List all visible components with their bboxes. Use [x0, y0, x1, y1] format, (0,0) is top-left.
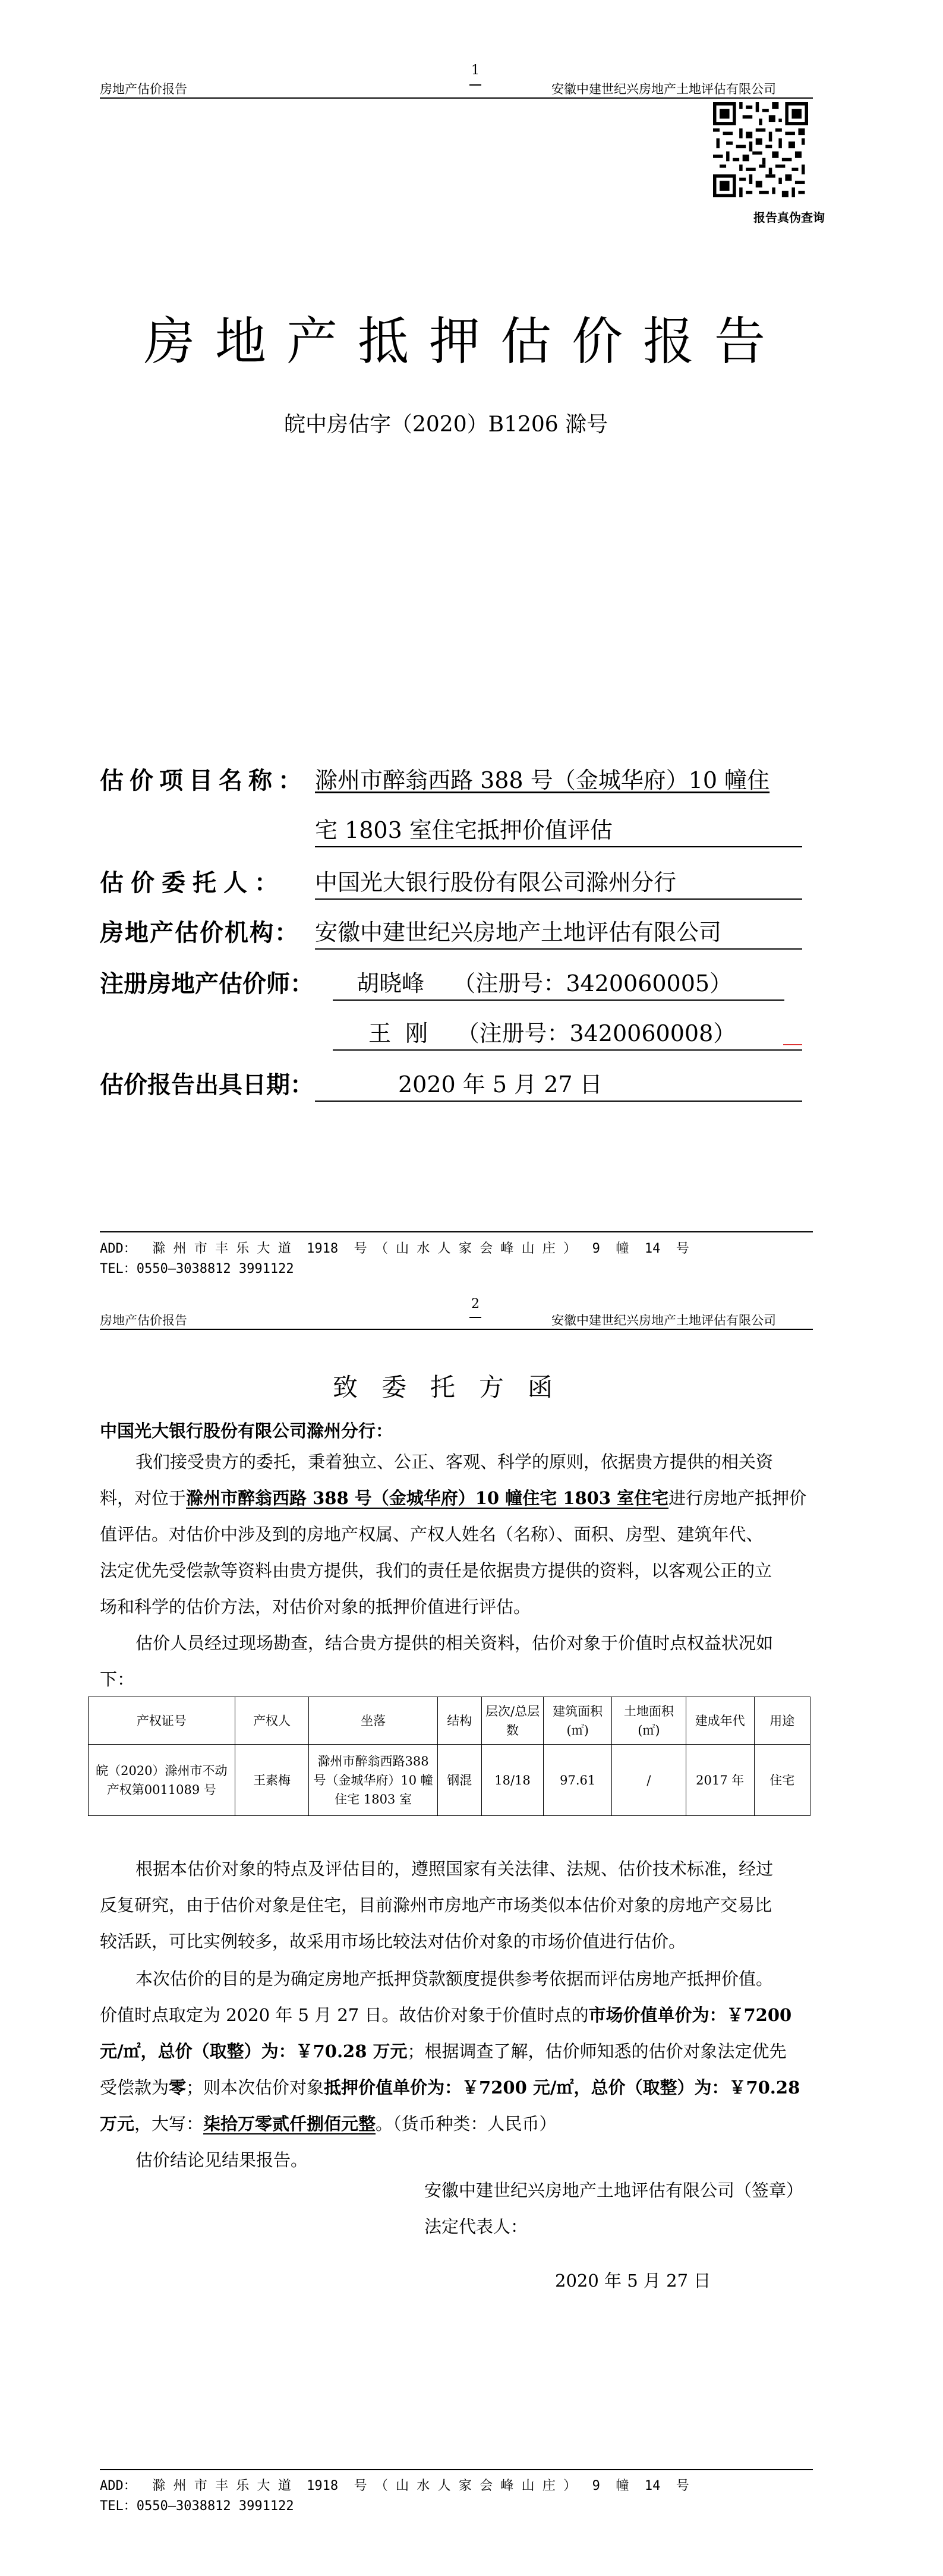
header-left: 房地产估价报告 — [100, 82, 187, 96]
p2-line: 下： — [100, 1669, 135, 1689]
client-value: 中国光大银行股份有限公司滁州分行 — [315, 864, 802, 900]
table-header-cell: 用途 — [754, 1697, 810, 1745]
signature-date: 2020 年 5 月 27 日 — [555, 2271, 711, 2291]
p4-text: ；根据调查了解，估价师知悉的估价对象法定优先 — [407, 2041, 787, 2061]
underline-mark — [783, 1044, 802, 1045]
table-header-cell: 结构 — [437, 1697, 481, 1745]
footer-address: ADD： 滁 州 市 丰 乐 大 道 1918 号 （ 山 水 人 家 会 峰 山 庄 ） 9 幢 14 号 — [100, 1241, 689, 1256]
footer-rule — [100, 1231, 813, 1232]
p3-line: 反复研究，由于估价对象是住宅，目前滁州市房地产市场类似本估价对象的房地产交易比 — [100, 1895, 772, 1915]
report-date-label: 估价报告出具日期： — [100, 1071, 314, 1099]
p1-text: 进行房地产抵押价 — [668, 1488, 807, 1508]
signature-company: 安徽中建世纪兴房地产土地评估有限公司（签章） — [424, 2180, 804, 2200]
table-cell: 2017 年 — [686, 1745, 754, 1816]
header-right: 安徽中建世纪兴房地产土地评估有限公司 — [551, 1313, 776, 1328]
p1-line: 场和科学的估价方法，对估价对象的抵押价值进行评估。 — [100, 1597, 531, 1617]
table-row — [89, 1745, 810, 1816]
mortgage-value-unit: 万元 — [100, 2114, 135, 2134]
appraiser-1: 胡晓峰 （注册号：3420060005） — [333, 965, 784, 1001]
footer-tel: TEL：0550—3038812 3991122 — [100, 1262, 294, 1276]
appraiser-label: 注册房地产估价师： — [100, 970, 314, 998]
property-table — [88, 1697, 810, 1816]
market-total-price: 元/㎡，总价（取整）为：￥70.28 万元 — [100, 2041, 408, 2061]
client-label: 估价委托人： — [100, 869, 285, 897]
table-cell: 王素梅 — [235, 1745, 309, 1816]
report-date-value: 2020 年 5 月 27 日 — [315, 1066, 802, 1102]
p4-line — [100, 2070, 831, 2106]
table-cell: / — [612, 1745, 686, 1816]
p1-line: 法定优先受偿款等资料由贵方提供，我们的责任是依据贵方提供的资料，以客观公正的立 — [100, 1560, 772, 1581]
table-cell: 钢混 — [437, 1745, 481, 1816]
appraiser-2: 王 刚 （注册号：3420060008） — [333, 1015, 802, 1051]
paragraph-1 — [100, 1444, 831, 1625]
table-header-row — [89, 1697, 810, 1745]
table-header-cell: 产权人 — [235, 1697, 309, 1745]
header-rule — [100, 1329, 813, 1330]
p3-line: 根据本估价对象的特点及评估目的，遵照国家有关法律、法规、估价技术标准，经过 — [135, 1859, 774, 1879]
page-number-underline — [469, 1317, 481, 1318]
p1-text: 料，对位于 — [100, 1488, 187, 1508]
header-right: 安徽中建世纪兴房地产土地评估有限公司 — [551, 82, 776, 96]
p3-line: 较活跃，可比实例较多，故采用市场比较法对估价对象的市场价值进行估价。 — [100, 1931, 686, 1951]
table-header-cell: 层次/总层数 — [481, 1697, 544, 1745]
table-header-cell: 坐落 — [309, 1697, 437, 1745]
footer-address: ADD： 滁 州 市 丰 乐 大 道 1918 号 （ 山 水 人 家 会 峰 山 庄 ） 9 幢 14 号 — [100, 2479, 689, 2493]
project-name-value-line2: 宅 1803 室住宅抵押价值评估 — [315, 812, 802, 847]
table-cell: 滁州市醉翁西路388 号（金城华府）10 幢住宅 1803 室 — [309, 1745, 437, 1816]
header-left: 房地产估价报告 — [100, 1313, 187, 1328]
project-name-label: 估价项目名称： — [100, 767, 308, 794]
page-number: 1 — [471, 63, 480, 78]
property-address: 滁州市醉翁西路 388 号（金城华府）10 幢住宅 1803 室住宅 — [186, 1488, 669, 1508]
project-name-value-line1: 滁州市醉翁西路 388 号（金城华府）10 幢住 — [315, 767, 770, 793]
p4-line — [100, 2106, 831, 2142]
p4-text: ；则本次估价对象 — [186, 2077, 324, 2098]
agency-value: 安徽中建世纪兴房地产土地评估有限公司 — [315, 914, 802, 950]
priority-claim: 零 — [169, 2077, 187, 2098]
header-rule — [100, 97, 813, 99]
section-title: 致委托方函 — [333, 1373, 577, 1402]
paragraph-3 — [100, 1851, 831, 1960]
report-title: 房地产抵押估价报告 — [144, 312, 786, 371]
signature-representative: 法定代表人： — [424, 2216, 528, 2237]
table-header-cell: 建成年代 — [686, 1697, 754, 1745]
page-number: 2 — [471, 1297, 480, 1311]
footer-tel: TEL：0550—3038812 3991122 — [100, 2499, 294, 2514]
p5-line: 估价结论见结果报告。 — [135, 2150, 308, 2170]
p4-text: 。（货币种类：人民币） — [376, 2114, 557, 2134]
footer-rule — [100, 2469, 813, 2470]
table-header-cell: 土地面积(㎡) — [612, 1697, 686, 1745]
p4-line — [100, 2033, 831, 2070]
page-number-underline — [469, 84, 481, 86]
qr-caption: 报告真伪查询 — [753, 210, 825, 225]
market-unit-price: 市场价值单价为：￥7200 — [588, 2005, 792, 2025]
table-header-cell: 产权证号 — [89, 1697, 235, 1745]
mortgage-value: 抵押价值单价为：￥7200 元/㎡，总价（取整）为：￥70.28 — [324, 2077, 800, 2098]
p4-text: ，大写： — [134, 2114, 204, 2134]
p4-line — [100, 1997, 831, 2033]
p2-line: 估价人员经过现场勘查，结合贵方提供的相关资料，估价对象于价值时点权益状况如 — [135, 1633, 774, 1653]
table-cell: 97.61 — [544, 1745, 612, 1816]
amount-in-words: 柒拾万零贰仟捌佰元整 — [203, 2114, 376, 2134]
table-header-cell: 建筑面积(㎡) — [544, 1697, 612, 1745]
table-cell: 18/18 — [481, 1745, 544, 1816]
p1-line: 我们接受贵方的委托，秉着独立、公正、客观、科学的原则，依据贵方提供的相关资 — [135, 1452, 774, 1472]
qr-code-icon[interactable] — [713, 102, 808, 197]
p1-line: 值评估。对估价中涉及到的房地产权属、产权人姓名（名称）、面积、房型、建筑年代、 — [100, 1524, 764, 1544]
paragraph-2 — [100, 1625, 831, 1698]
addressee: 中国光大银行股份有限公司滁州分行： — [100, 1421, 393, 1441]
document-number: 皖中房估字（2020）B1206 滁号 — [284, 412, 608, 437]
p4-text: 受偿款为 — [100, 2077, 169, 2098]
paragraph-4 — [100, 1961, 831, 2178]
agency-label: 房地产估价机构： — [100, 919, 299, 947]
p4-line: 本次估价的目的是为确定房地产抵押贷款额度提供参考依据而评估房地产抵押价值。 — [135, 1969, 774, 1989]
p4-text: 价值时点取定为 2020 年 5 月 27 日。故估价对象于价值时点的 — [100, 2005, 589, 2025]
table-cell: 住宅 — [754, 1745, 810, 1816]
table-cell: 皖（2020）滁州市不动产权第0011089 号 — [89, 1745, 235, 1816]
p1-line — [100, 1480, 831, 1516]
